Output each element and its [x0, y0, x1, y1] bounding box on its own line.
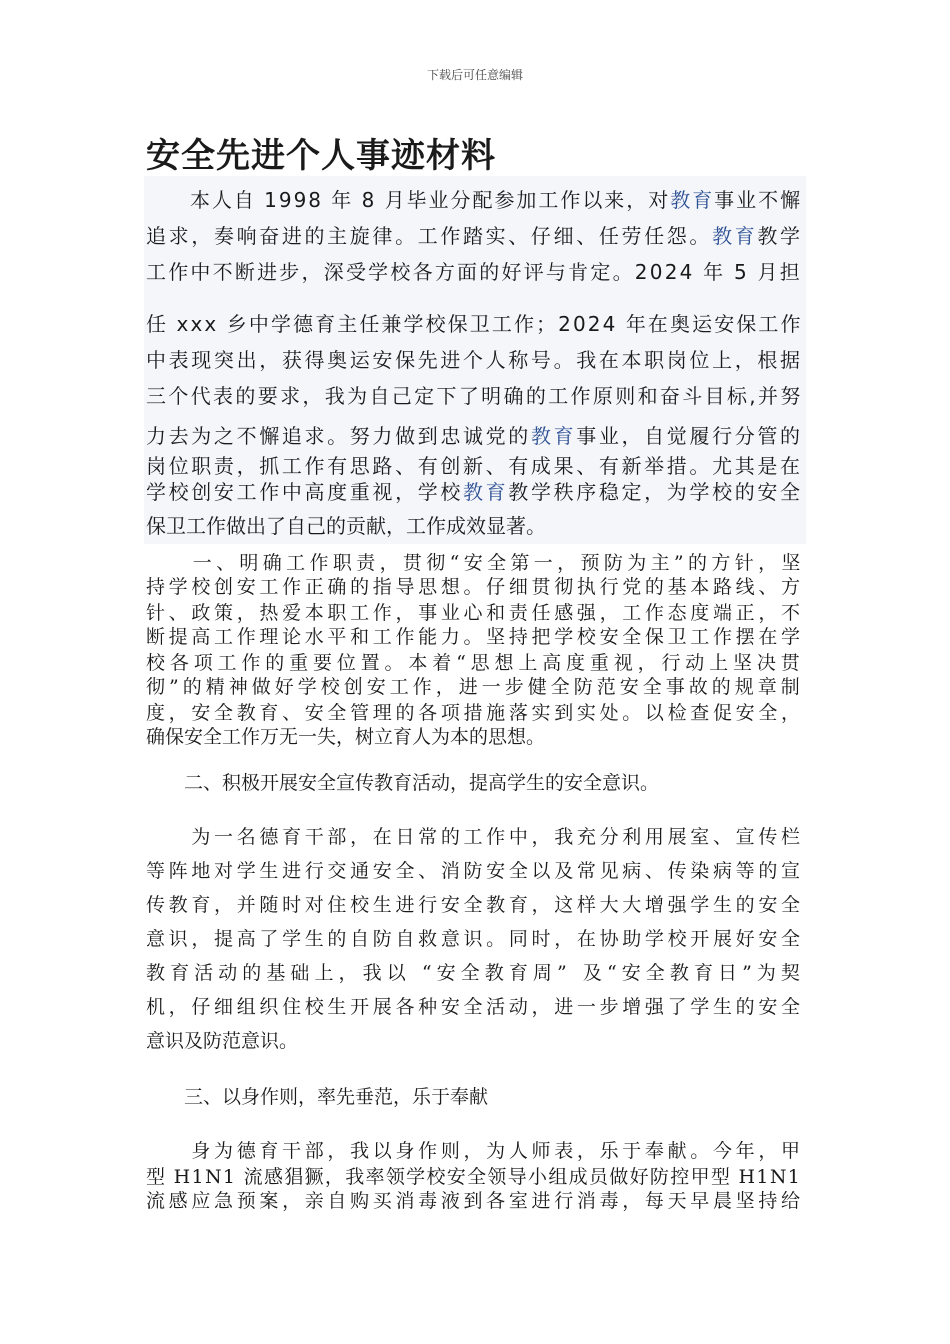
intro-line	[146, 344, 803, 373]
text-segment: 三个代表的要求，我为自己定下了明确的工作原则和奋斗目标,并努	[146, 384, 803, 408]
section2-line: 机，仔细组织住校生开展各种安全活动，进一步增强了学生的安全	[146, 996, 804, 1018]
education-link[interactable]: 教育	[463, 480, 509, 504]
section3-line: 身为德育干部，我以身作则，为人师表，乐于奉献。今年，甲	[146, 1140, 804, 1162]
section2-line: 意识及防范意识。	[146, 1030, 299, 1052]
section2-line: 意识，提高了学生的自防自救意识。同时，在协助学校开展好安全	[146, 928, 804, 950]
text-segment: 工作中不断进步，深受学校各方面的好评与肯定。2024 年 5 月担	[146, 260, 802, 284]
section2-line: 教育活动的基础上，我以 “安全教育周” 及“安全教育日”为契	[146, 962, 806, 984]
education-link[interactable]: 教育	[530, 424, 577, 448]
text-segment: 事业不懈	[714, 188, 803, 212]
section2-line: 为一名德育干部，在日常的工作中，我充分利用展室、宣传栏	[146, 826, 804, 848]
header-note: 下载后可任意编辑	[426, 68, 523, 82]
intro-line	[146, 510, 546, 539]
section2-heading: 二、积极开展安全宣传教育活动，提高学生的安全意识。	[146, 772, 660, 794]
text-segment: 学校创安工作中高度重视，学校	[146, 480, 463, 504]
intro-line	[146, 450, 803, 479]
text-segment: 教学秩序稳定，为学校的安全	[508, 480, 803, 504]
intro-line	[146, 256, 802, 285]
section1-line: 断提高工作理论水平和工作能力。坚持把学校安全保卫工作摆在学	[146, 626, 804, 648]
text-segment: 力去为之不懈追求。努力做到忠诚党的	[146, 424, 531, 448]
document-title: 安全先进个人事迹材料	[146, 136, 496, 176]
section1-line: 度，安全教育、安全管理的各项措施落实到实处。以检查促安全，	[146, 702, 804, 724]
intro-line	[146, 308, 803, 337]
education-link[interactable]: 教育	[712, 224, 758, 248]
section2-line: 传教育，并随时对住校生进行安全教育，这样大大增强学生的安全	[146, 894, 804, 916]
section1-line: 一、明确工作职责，贯彻“安全第一，预防为主”的方针，坚	[146, 552, 805, 574]
text-segment: 教学	[757, 224, 803, 248]
section3-heading: 三、以身作则，率先垂范，乐于奉献	[146, 1086, 489, 1108]
text-segment: 事业，自觉履行分管的	[576, 424, 803, 448]
text-segment: 追求，奏响奋进的主旋律。工作踏实、仔细、任劳任怨。	[146, 224, 713, 248]
section1-line: 持学校创安工作正确的指导思想。仔细贯彻执行党的基本路线、方	[146, 576, 804, 598]
section1-line: 校各项工作的重要位置。本着“思想上高度重视，行动上坚决贯	[146, 652, 805, 674]
section1-line: 彻”的精神做好学校创安工作，进一步健全防范安全事故的规章制	[146, 676, 804, 698]
section3-line: 流感应急预案，亲自购买消毒液到各室进行消毒，每天早晨坚持给	[146, 1190, 804, 1212]
text-segment: 本人自 1998 年 8 月毕业分配参加工作以来，对	[146, 188, 671, 212]
intro-line	[146, 476, 803, 505]
section1-line: 针、政策，热爱本职工作，事业心和责任感强，工作态度端正，不	[146, 602, 804, 624]
intro-line	[146, 220, 803, 249]
text-segment: 岗位职责，抓工作有思路、有创新、有成果、有新举措。尤其是在	[146, 454, 803, 478]
intro-line	[146, 184, 802, 213]
section2-line: 等阵地对学生进行交通安全、消防安全以及常见病、传染病等的宣	[146, 860, 804, 882]
intro-line	[146, 420, 803, 449]
text-segment: 任 xxx 乡中学德育主任兼学校保卫工作；2024 年在奥运安保工作	[146, 312, 803, 336]
section1-line: 确保安全工作万无一失，树立育人为本的思想。	[146, 726, 546, 748]
education-link[interactable]: 教育	[670, 188, 715, 212]
text-segment: 中表现突出，获得奥运安保先进个人称号。我在本职岗位上，根据	[146, 348, 803, 372]
section3-line: 型 H1N1 流感猖獗，我率领学校安全领导小组成员做好防控甲型 H1N1	[146, 1166, 802, 1188]
intro-line	[146, 380, 803, 409]
text-segment: 保卫工作做出了自己的贡献，工作成效显著。	[146, 514, 546, 538]
